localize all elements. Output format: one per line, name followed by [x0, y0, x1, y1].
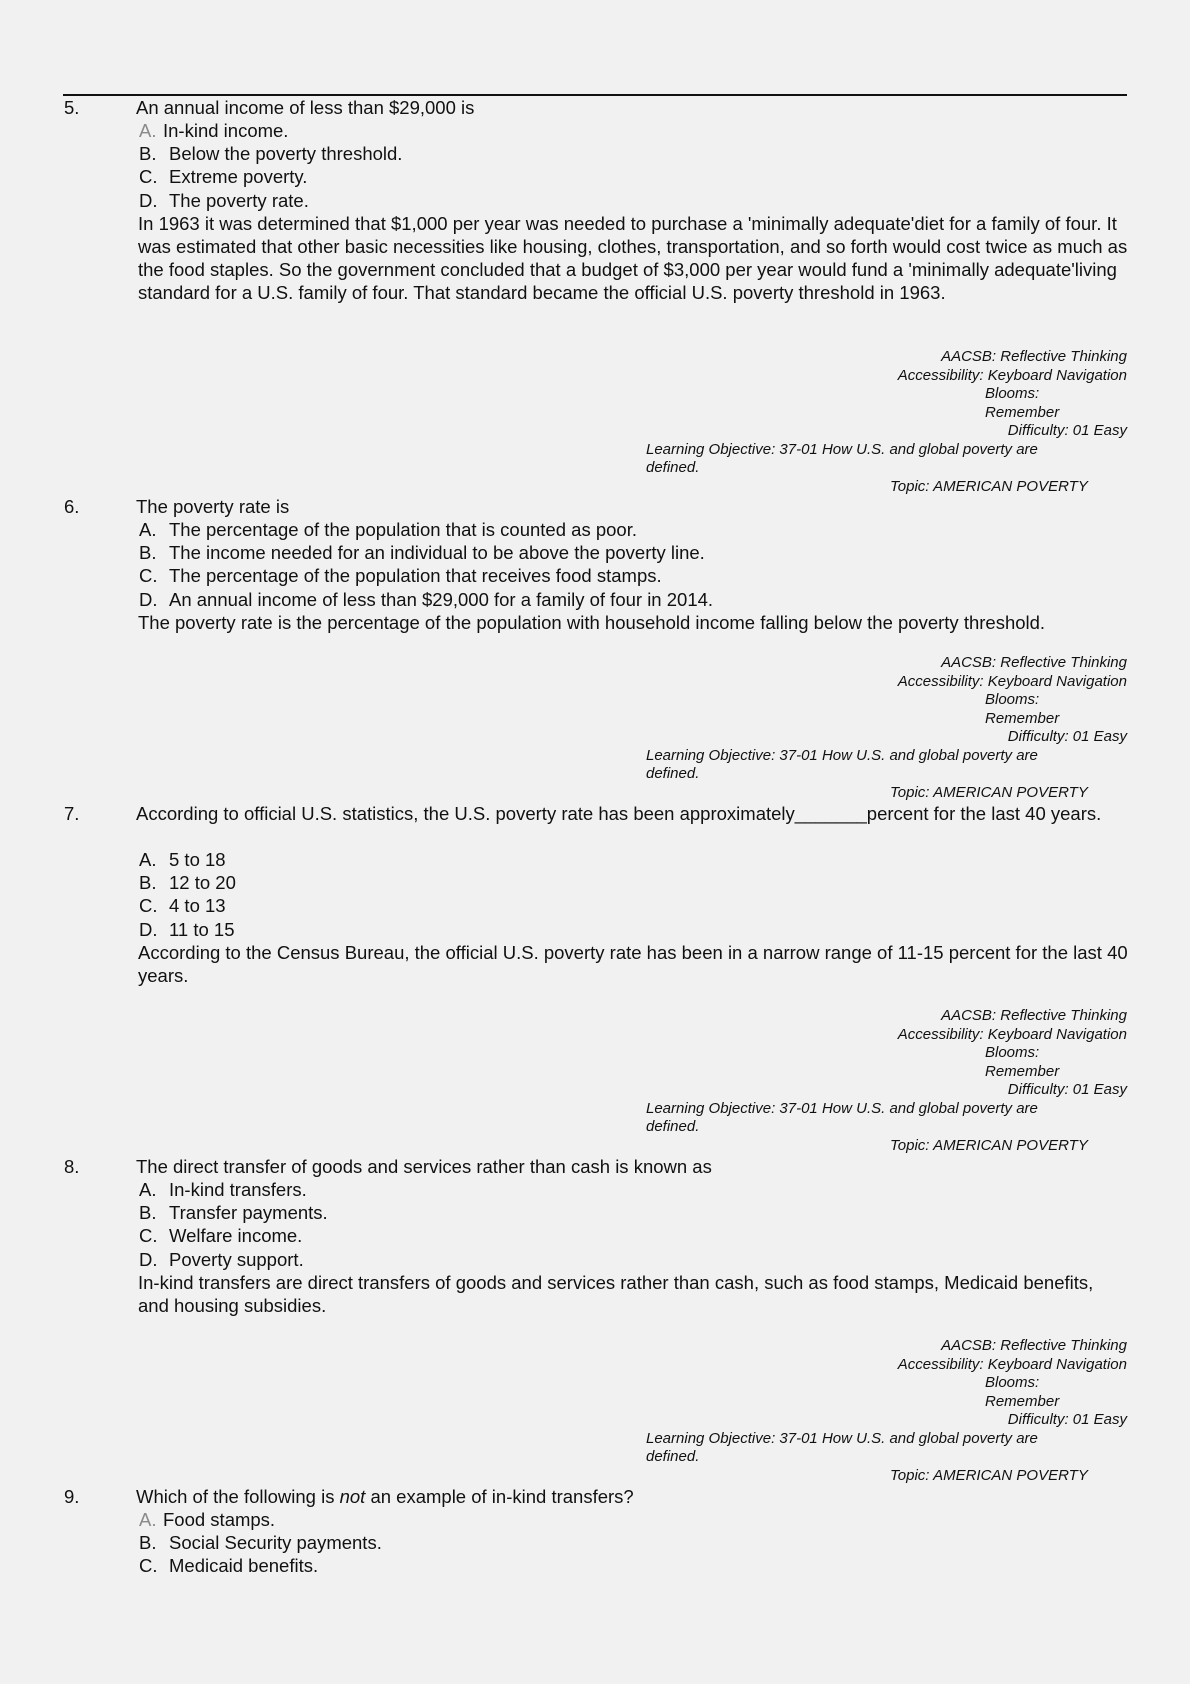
learning-objective-cont: defined.: [646, 765, 700, 782]
option-text: Extreme poverty.: [169, 166, 308, 188]
learning-objective: Learning Objective: 37-01 How U.S. and global poverty are: [646, 746, 1038, 764]
aacsb-tag: AACSB: Reflective Thinking: [941, 1007, 1127, 1024]
blooms-label: Blooms:: [985, 1374, 1040, 1391]
topic-tag: Topic: AMERICAN POVERTY: [890, 1466, 1088, 1484]
option-text: Poverty support.: [169, 1248, 304, 1270]
question-number: 7.: [64, 803, 80, 824]
option-text: Welfare income.: [169, 1225, 303, 1247]
question-text-pre: Which of the following is: [136, 1486, 340, 1507]
option-text: An annual income of less than $29,000 for a family of four in 2014.: [169, 588, 714, 610]
topic-tag: Topic: AMERICAN POVERTY: [890, 1136, 1088, 1154]
option-text: Food stamps.: [163, 1509, 276, 1530]
option-a: [139, 1178, 328, 1201]
option-text: 4 to 13: [169, 895, 226, 917]
option-text: The percentage of the population that is counted as poor.: [169, 519, 637, 540]
difficulty-tag: Difficulty: 01 Easy: [1007, 1411, 1127, 1428]
learning-objective: Learning Objective: 37-01 How U.S. and global poverty are: [646, 1099, 1038, 1117]
option-text: Social Security payments.: [169, 1532, 382, 1554]
question-text: The poverty rate is: [136, 496, 290, 517]
blooms-label: Blooms:: [985, 1044, 1040, 1061]
question-text-emphasis: not: [339, 1486, 366, 1507]
aacsb-tag: AACSB: Reflective Thinking: [941, 654, 1127, 671]
learning-objective-cont: defined.: [646, 1448, 700, 1465]
option-d: [139, 189, 402, 212]
option-text: The percentage of the population that receives food stamps.: [169, 565, 662, 587]
option-text: The income needed for an individual to be above the poverty line.: [169, 542, 705, 564]
options-list: [139, 1178, 328, 1271]
explanation: In-kind transfers are direct transfers of goods and services rather than cash, such as food stamps, Medicaid benefits, and housing subsidies.: [138, 1272, 1094, 1316]
option-c: [139, 894, 236, 917]
difficulty-tag: Difficulty: 01 Easy: [1007, 728, 1127, 745]
options-list: [139, 1508, 382, 1578]
blooms-level: Remember: [985, 709, 1060, 727]
option-text: 12 to 20: [169, 872, 236, 894]
question-text: An annual income of less than $29,000 is: [136, 97, 475, 118]
option-letter: C.: [139, 565, 158, 587]
explanation: According to the Census Bureau, the official U.S. poverty rate has been in a narrow range of 11-15 percent for the last 40 years.: [138, 942, 1128, 986]
option-letter: C.: [139, 1225, 158, 1247]
question-number: 6.: [64, 496, 80, 517]
option-letter: D.: [139, 189, 158, 211]
option-c: [139, 165, 402, 188]
blooms-level: Remember: [985, 1392, 1060, 1410]
learning-objective: Learning Objective: 37-01 How U.S. and global poverty are: [646, 1429, 1038, 1447]
option-letter: A.: [139, 120, 157, 141]
option-c: [139, 564, 713, 587]
option-b: [139, 871, 236, 894]
accessibility-tag: Accessibility: Keyboard Navigation: [897, 672, 1127, 690]
option-c: [139, 1224, 328, 1247]
blooms-level: Remember: [985, 1062, 1060, 1080]
option-letter: D.: [139, 1248, 158, 1270]
explanation: The poverty rate is the percentage of the population with household income falling below the poverty threshold.: [138, 612, 1046, 633]
option-d: [139, 588, 713, 611]
blooms-level: Remember: [985, 403, 1060, 421]
accessibility-tag: Accessibility: Keyboard Navigation: [897, 366, 1127, 384]
topic-tag: Topic: AMERICAN POVERTY: [890, 783, 1088, 801]
options-list: [139, 119, 402, 212]
learning-objective-cont: defined.: [646, 459, 700, 476]
difficulty-tag: Difficulty: 01 Easy: [1007, 1081, 1127, 1098]
difficulty-tag: Difficulty: 01 Easy: [1007, 422, 1127, 439]
option-letter: B.: [139, 542, 157, 564]
option-d: [139, 1248, 328, 1271]
explanation: In 1963 it was determined that $1,000 per year was needed to purchase a 'minimally adequate'diet for a family of four. It was estimated that other basic necessities like housing, clothes, transportation, and so forth would cost twice as much as the food staples. So the government concluded that a budget of $3,000 per year would fund a 'minimally adequate'living standard for a U.S. family of four. That standard became the official U.S. poverty threshold in 1963.: [138, 213, 1128, 303]
option-a: [139, 119, 402, 142]
option-letter: A.: [139, 849, 157, 870]
option-a: [139, 848, 236, 871]
option-letter: C.: [139, 1555, 158, 1577]
option-b: [139, 1531, 382, 1554]
option-letter: C.: [139, 166, 158, 188]
option-d: [139, 918, 236, 941]
option-text: Transfer payments.: [169, 1202, 328, 1224]
option-letter: B.: [139, 143, 157, 165]
question-number: 9.: [64, 1486, 80, 1507]
option-b: [139, 541, 713, 564]
learning-objective: Learning Objective: 37-01 How U.S. and global poverty are: [646, 440, 1038, 458]
option-a: [139, 1508, 382, 1531]
learning-objective-cont: defined.: [646, 1118, 700, 1135]
option-letter: A.: [139, 519, 157, 540]
option-letter: B.: [139, 872, 157, 894]
option-text: In-kind transfers.: [169, 1179, 307, 1200]
question-number: 5.: [64, 97, 80, 118]
option-letter: C.: [139, 895, 158, 917]
options-list: [139, 518, 713, 611]
option-text: 5 to 18: [169, 849, 226, 870]
blooms-label: Blooms:: [985, 385, 1040, 402]
option-text: In-kind income.: [163, 120, 289, 141]
option-letter: D.: [139, 918, 158, 940]
question-text: [136, 1485, 1126, 1508]
option-b: [139, 142, 402, 165]
option-text: 11 to 15: [169, 918, 235, 940]
blooms-label: Blooms:: [985, 691, 1040, 708]
option-a: [139, 518, 713, 541]
accessibility-tag: Accessibility: Keyboard Navigation: [897, 1025, 1127, 1043]
option-letter: A.: [139, 1509, 157, 1530]
option-c: [139, 1554, 382, 1577]
question-text: The direct transfer of goods and services rather than cash is known as: [136, 1156, 712, 1177]
option-letter: D.: [139, 588, 158, 610]
options-list: [139, 848, 236, 941]
topic-tag: Topic: AMERICAN POVERTY: [890, 477, 1088, 495]
question-text-post: an example of in-kind transfers?: [365, 1486, 634, 1507]
question-number: 8.: [64, 1156, 80, 1177]
option-letter: B.: [139, 1532, 157, 1554]
option-text: Below the poverty threshold.: [169, 143, 403, 165]
option-text: Medicaid benefits.: [169, 1555, 319, 1577]
question-text: According to official U.S. statistics, the U.S. poverty rate has been approximately_______percent for the last 40 years.: [136, 803, 1102, 824]
option-letter: B.: [139, 1202, 157, 1224]
option-letter: A.: [139, 1179, 157, 1200]
option-b: [139, 1201, 328, 1224]
aacsb-tag: AACSB: Reflective Thinking: [941, 348, 1127, 365]
aacsb-tag: AACSB: Reflective Thinking: [941, 1337, 1127, 1354]
option-text: The poverty rate.: [169, 189, 309, 211]
accessibility-tag: Accessibility: Keyboard Navigation: [897, 1355, 1127, 1373]
